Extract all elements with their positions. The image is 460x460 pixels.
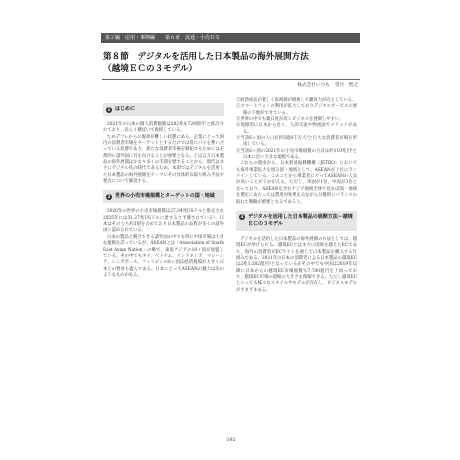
section-heading-text: はじめに <box>115 106 136 112</box>
body-paragraph: これらの理由から、日本貿易振興機構（JETRO）においても海外事業拡大を図る国・地域として、ASEANが上位にランクインしている。このことから事業者にとってASEANの人気が高いことがうかがえる。ただし、米国が1位、中国が3位となっており、ASEANを含むアジア地域全体で見れば国・地域を選定にあたっては費用対効果をみながら分散的にバランスの取れた戦略が重要となるであろう。 <box>236 161 357 205</box>
body-paragraph: ためデフレからの脱却が難しい状態にある。企業にとって国内の消費者市場をターゲットとするだけでは常にパイを奪い合っている状態であり、新たな消費者市場を開拓するためには必然的に諸外国に目を向けることが重要となる。とは言え日本製品の海外展開はかなり多くの手間を要することから、現代はまさにデジタル化の時代であるため、本項ではデジタルを活用した日本製品の海外展開をテーマにその具体的な取り組み手法や要点について解説する。 <box>103 134 224 185</box>
author-line <box>268 82 358 88</box>
title-divider <box>102 79 360 80</box>
list-item: ⑥当該6ヶ国の2021年の小売市場規模の合計は約110兆円⁴と日本に近い大きな規模である。 <box>236 148 357 161</box>
section-title-line2: （越境ＥＣの３モデル） <box>103 64 198 74</box>
page-number: 392 <box>226 438 236 443</box>
section-title-line1: 第８節 デジタルを活用した日本製品の海外展開方法 <box>103 52 309 62</box>
chapter-header <box>101 33 360 43</box>
section-heading <box>236 211 357 231</box>
list-item: ①経済成長が著しく富裕層が増加して購買力が向上している。 <box>236 98 357 103</box>
section-heading-text: デジタルを活用した日本製品の展開方法－越境ＥＣの３モデル <box>248 213 353 227</box>
section-number-badge: 2 <box>107 193 111 199</box>
chapter-header-text: 第２編 応用・事例編 第６章 流通・小売ＤＸ <box>105 35 221 41</box>
section-number-badge: 1 <box>107 106 111 112</box>
section-heading-text: 世界の小売市場規模とターゲットの国・地域 <box>115 193 215 200</box>
author-company: 株式会社いつも <box>297 83 330 88</box>
list-item: ②スマートフォンの利用が拡大しておりデジタルサービスの展開の下地ができている。 <box>236 104 357 116</box>
body-paragraph: 日本の製品と競合できる諸外国の中でも特に中国市場は大きな規模を誇っているが、ASEANとは「Association of South East Asian Nation」の略で、東南アジアの10ヶ国が加盟している。その中でもタイ、ベトナム、インドネシア、マレーシア、シンガポール、フィリピンの6ヶ国は経済規模が大きく日本との貿易も盛んである。日本にとってASEANの魅力は次のようなものがある。 <box>103 234 224 278</box>
list-item: ③世界の中でも親日度が高くビジネスを展開しやすい。 <box>236 117 344 123</box>
author-name: 望月 智之 <box>335 83 358 88</box>
section-heading <box>103 190 224 203</box>
body-paragraph: 2021年の日本の個人消費総額は282兆4,729億円¹と推計されており、長らく横ばいで推移している。 <box>103 122 224 134</box>
left-column <box>103 98 224 279</box>
body-paragraph: 2020年の世界の小売市場規模は27.34兆USドルと推定され2025年には31.27兆USドルに達すると予測されている²。日本はそのうち約3割を占めており日本製品の品質が多くの諸外国に認められている。 <box>103 209 224 234</box>
section-title <box>103 51 358 75</box>
body-paragraph: デジタルを活用した日本製品の海外展開の方法としては、越境ECが挙げられる。越境ECとはまさに国境を越えたECであり、海外の消費者がECサイトを通じて日本製品を購入する仕組みである。2021年の日本の消費者による日本製品の越境ECは2兆1,382億円⁵となっているがその中でも中国は2019年以降に日本からの越境EC市場規模で7,700億円を上回っており、越境EC市場の規模の大きさを理解できる。ただし越境ECといっても様々なスタイルやモデルが存在し、ビジネスモデルがさまざまある。 <box>236 236 357 293</box>
list-item: ⑤当該6ヶ国の人口が約5億8千万人³と巨大な消費者市場を形成している。 <box>236 136 357 148</box>
section-heading <box>103 103 224 116</box>
list-item: ④地理的に日本から近く、人的交流や物流面でメリットがある。 <box>236 123 357 135</box>
section-number-badge: 3 <box>240 214 244 220</box>
right-column <box>236 98 357 294</box>
